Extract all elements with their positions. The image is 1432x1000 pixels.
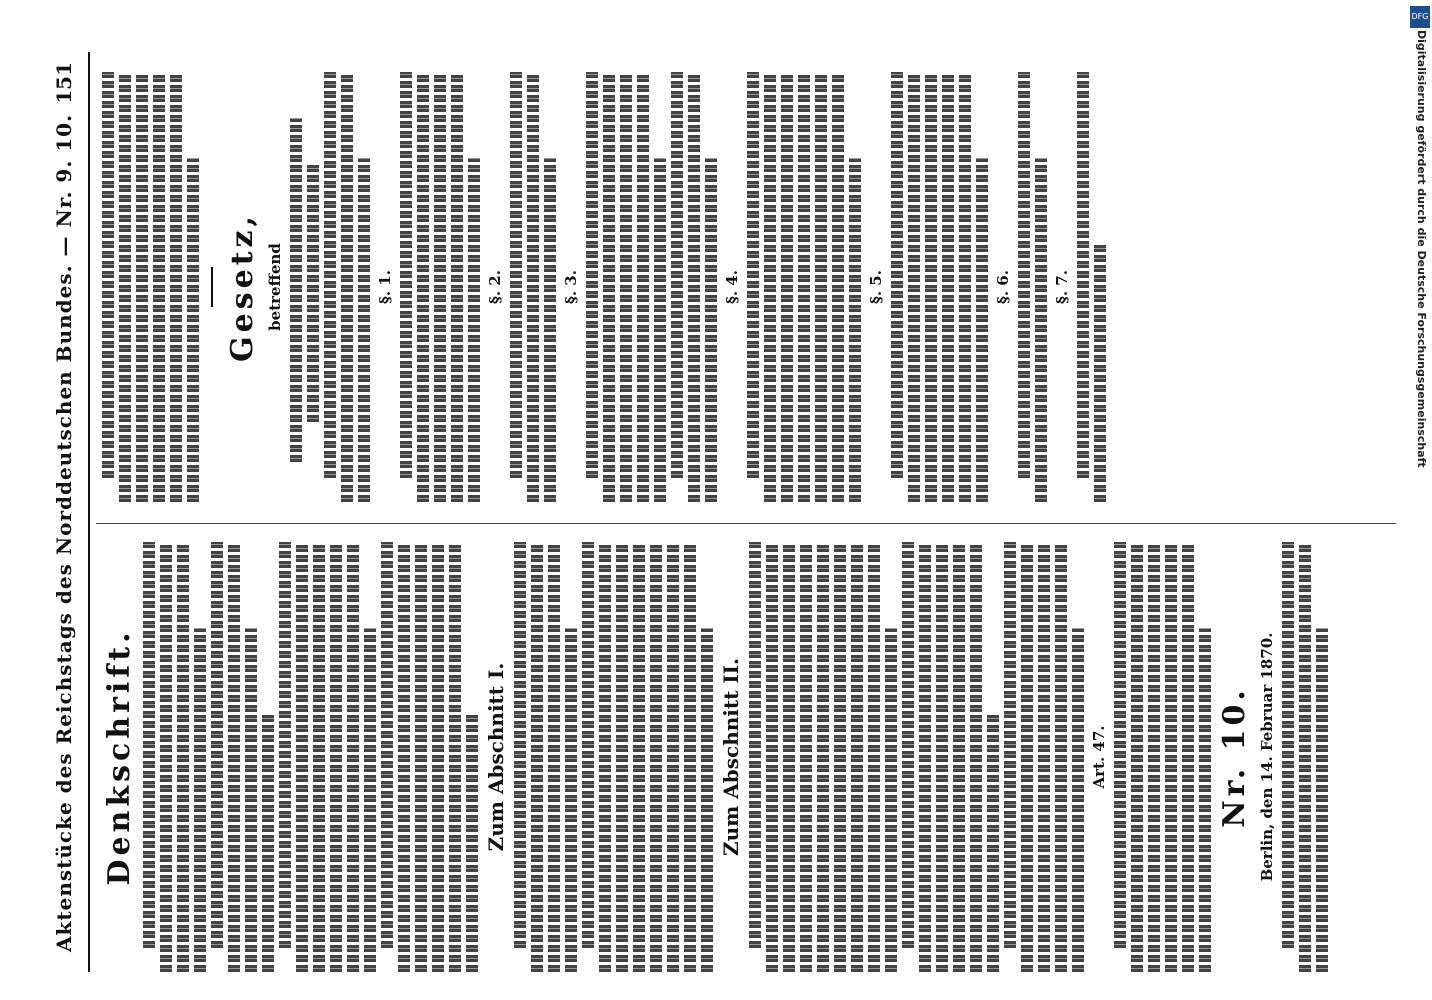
text-block [1282, 542, 1328, 972]
text-block [1018, 72, 1047, 502]
text-block [143, 542, 478, 972]
paragraph-6: §. 6. [994, 270, 1012, 304]
column-divider [96, 523, 1396, 524]
text-block [749, 542, 1084, 972]
place-date: Berlin, den 14. Februar 1870. [1258, 632, 1276, 882]
rotated-page-content [46, 52, 1416, 972]
paragraph-5: §. 5. [867, 270, 885, 304]
gesetz-heading: Gesetz, [225, 211, 260, 363]
section-heading-1: Zum Abschnitt I. [484, 662, 508, 852]
paragraph-1: §. 1. [376, 270, 394, 304]
text-block [514, 542, 713, 972]
page-number: 151 [52, 62, 76, 104]
paragraph-7: §. 7. [1053, 270, 1071, 304]
page-header [46, 52, 86, 972]
text-block [891, 72, 988, 502]
text-block [290, 72, 370, 502]
document-number: Nr. 10. [1217, 686, 1252, 828]
text-block [510, 72, 556, 502]
denkschrift-heading: Denkschrift. [102, 628, 137, 886]
left-column [96, 542, 1406, 972]
betreffend-label: betreffend [266, 243, 284, 331]
header-title: Aktenstücke des Reichstags des Norddeutschen Bundes. — Nr. 9. 10. [52, 113, 76, 952]
dfg-badge: DFG [1410, 6, 1430, 28]
article-label: Art. 47. [1090, 725, 1108, 789]
text-block [586, 72, 717, 502]
paragraph-3: §. 3. [562, 270, 580, 304]
text-block [1077, 72, 1106, 502]
text-block [747, 72, 861, 502]
digitization-note [1406, 30, 1428, 970]
text-block [102, 72, 199, 502]
header-rule [88, 52, 90, 972]
paragraph-2: §. 2. [486, 270, 504, 304]
right-column [96, 72, 1406, 502]
section-heading-2: Zum Abschnitt II. [719, 658, 743, 856]
text-block [400, 72, 480, 502]
paragraph-4: §. 4. [723, 270, 741, 304]
separator [211, 267, 213, 307]
text-block [1114, 542, 1211, 972]
digitization-note-text: Digitalisierung gefördert durch die Deutsche Forschungsgemeinschaft [1415, 30, 1428, 468]
